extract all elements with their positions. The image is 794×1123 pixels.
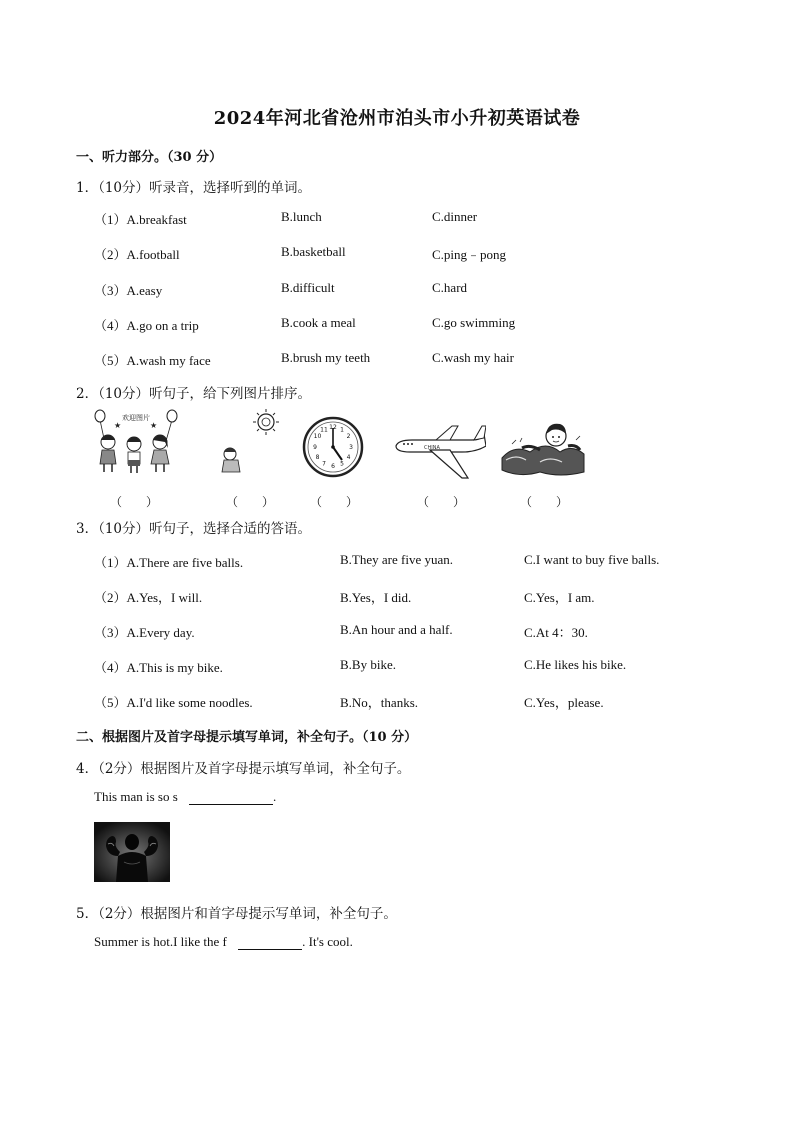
clock-number: 12 [329,424,337,431]
airplane-picture [392,422,486,482]
q3-option-c: C.He likes his bike. [524,657,627,672]
q1-option-a: （4）A.go on a trip [94,318,199,333]
clock-number: 6 [331,463,335,470]
q3-option-a: （2）A.Yes，I will. [94,590,203,605]
q3-option-a: （1）A.There are five balls. [94,555,244,570]
clock-number: 10 [313,433,322,440]
q3-option-a: （4）A.This is my bike. [94,660,223,675]
order-blank-1[interactable]: （ ） [110,495,159,509]
q3-option-b: B.By bike. [340,657,396,672]
svg-text:★: ★ [150,421,158,430]
order-blank-4[interactable]: （ ） [417,495,466,509]
q1-option-b: B.cook a meal [281,315,356,330]
question-4-sentence [94,789,276,805]
question-3-stem: 3．（10分）听句子，选择合适的答语。 [76,521,312,537]
q1-option-c: C.wash my hair [432,350,514,365]
q1-option-a: （2）A.football [94,247,180,262]
svg-text:★: ★ [114,421,122,430]
q1-option-c: C.dinner [432,209,478,224]
q1-option-b: B.difficult [281,280,335,295]
page-title: 2024年河北省沧州市泊头市小升初英语试卷 [213,108,581,129]
q3-option-b: B.No，thanks. [340,695,419,710]
section-heading-listening: 一、听力部分。（30 分） [76,150,223,165]
q1-option-b: B.brush my teeth [281,350,371,365]
q3-option-a: （5）A.I'd like some noodles. [94,695,253,710]
order-blank-2[interactable]: （ ） [226,495,275,509]
clock-number: 9 [313,444,317,451]
clock-number: 1 [340,426,344,434]
clock-number: 7 [322,460,326,468]
clock-number: 8 [315,454,320,461]
q3-option-c: C.I want to buy five balls. [524,552,660,567]
child-sun-picture [214,408,286,474]
strong-man-picture [94,822,170,882]
q1-option-c: C.ping﹣pong [432,247,507,262]
q3-option-c: C.Yes，please. [524,695,604,710]
sentence-text: This man is so s [94,789,178,804]
question-5-sentence [94,934,353,950]
q3-option-b: B.Yes，I did. [340,590,412,605]
clock-number: 4 [346,454,351,461]
q1-option-a: （3）A.easy [94,283,163,298]
sun-icon [253,409,279,435]
q3-option-c: C.Yes，I am. [524,590,595,605]
sentence-text: Summer is hot.I like the f [94,934,227,949]
q3-option-c: C.At 4：30. [524,625,588,640]
kids-party-picture [92,408,180,474]
clock-icon [302,416,364,478]
order-blank-3[interactable]: （ ） [310,495,359,509]
question-4-stem: 4．（2分）根据图片及首字母提示填写单词，补全句子。 [76,761,411,777]
sentence-text: . It's cool. [302,934,353,949]
clock-number: 11 [320,426,328,434]
q1-option-c: C.go swimming [432,315,516,330]
section-heading-fill-words: 二、根据图片及首字母提示填写单词，补全句子。（10 分） [76,730,418,745]
banner-text: 欢迎图片 [122,414,150,422]
question-1-stem: 1．（10分）听录音，选择听到的单词。 [76,180,312,196]
q1-option-a: （5）A.wash my face [94,353,211,368]
answer-blank[interactable] [238,935,302,950]
swimming-boy-picture [500,414,586,478]
q3-option-b: B.They are five yuan. [340,552,453,567]
sentence-text: . [273,789,277,804]
q3-option-b: B.An hour and a half. [340,622,453,637]
question-2-stem: 2．（10分）听句子，给下列图片排序。 [76,386,312,402]
order-blank-5[interactable]: （ ） [520,495,569,509]
q1-option-a: （1）A.breakfast [94,212,187,227]
clock-number: 2 [346,433,351,440]
q1-option-c: C.hard [432,280,468,295]
q1-option-b: B.basketball [281,244,346,259]
plane-label: CHINA [424,445,440,451]
q1-option-b: B.lunch [281,209,322,224]
clock-number: 5 [340,460,344,468]
answer-blank[interactable] [189,790,273,805]
q3-option-a: （3）A.Every day. [94,625,195,640]
clock-number: 3 [349,444,353,451]
question-5-stem: 5．（2分）根据图片和首字母提示写单词，补全句子。 [76,906,397,922]
